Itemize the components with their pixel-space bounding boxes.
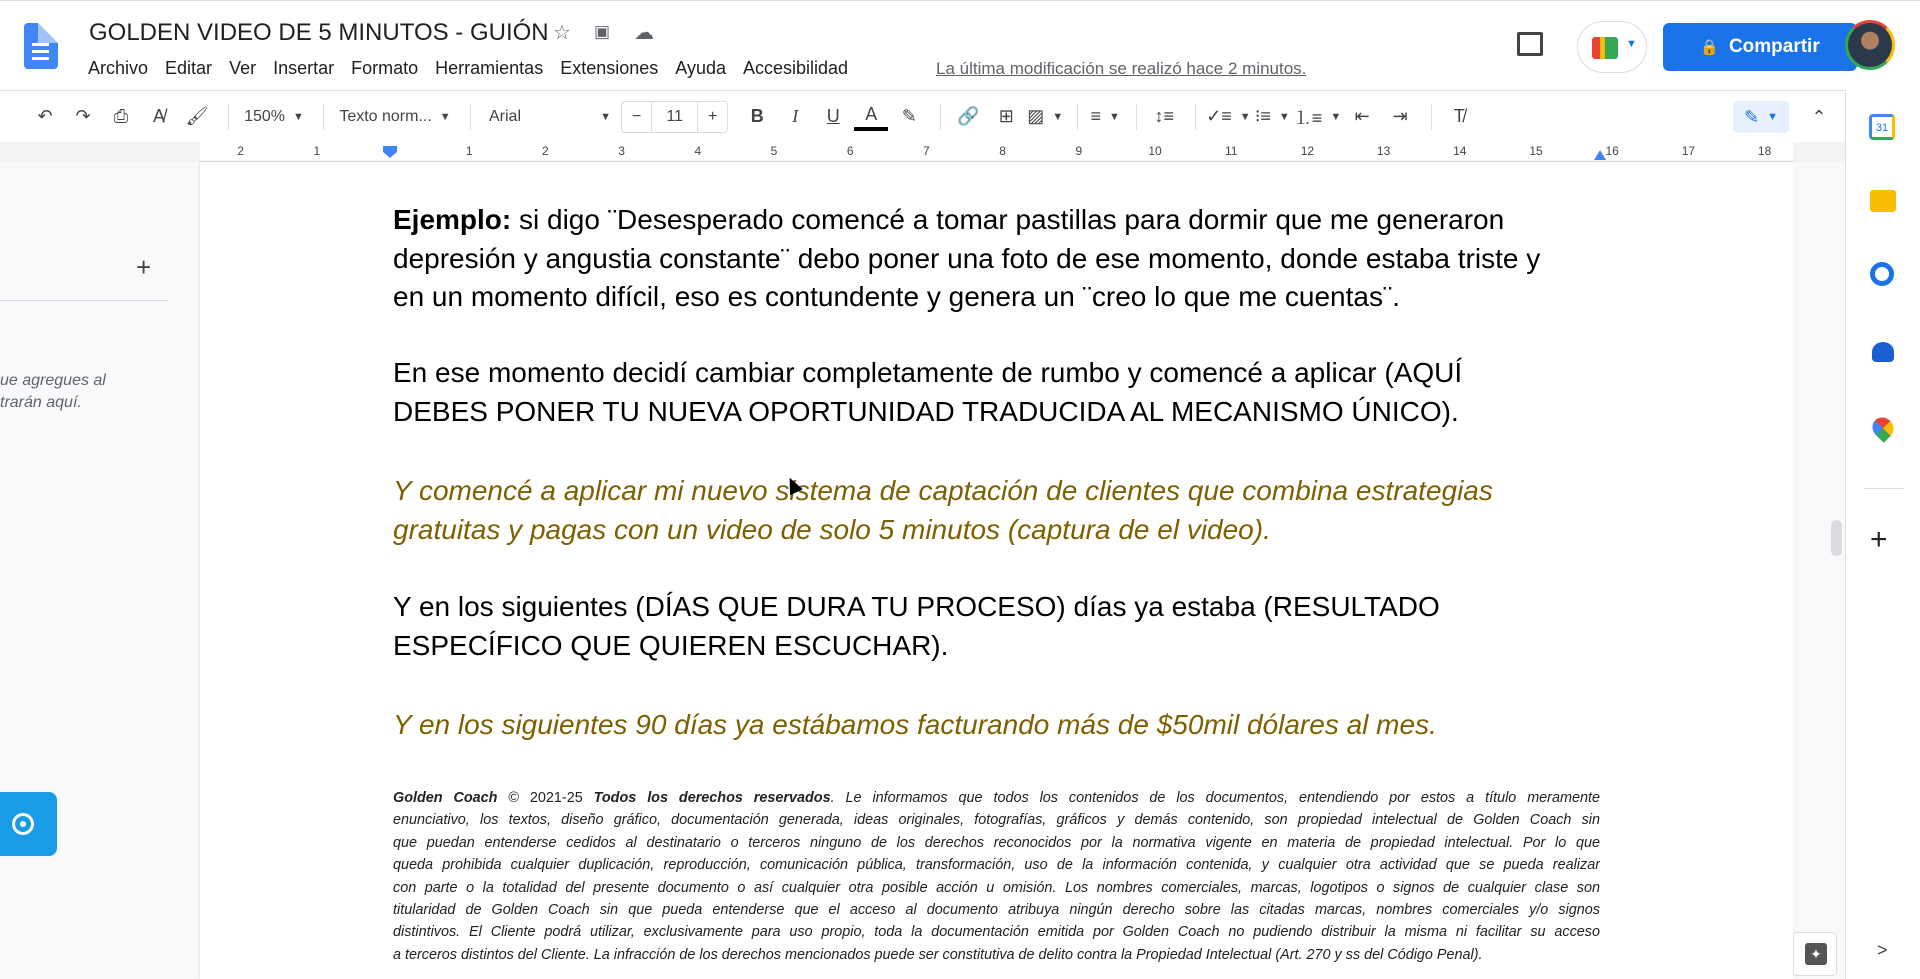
divider bbox=[1077, 104, 1078, 130]
font-value: Arial bbox=[489, 107, 522, 125]
menu-bar bbox=[88, 58, 865, 79]
cloud-status-icon[interactable]: ☁ bbox=[634, 22, 654, 44]
divider bbox=[323, 104, 324, 130]
link-icon[interactable]: 🔗 bbox=[957, 106, 980, 126]
font-size-input[interactable]: 11 bbox=[651, 102, 698, 132]
text-line: DEBES PONER TU NUEVA OPORTUNIDAD TRADUCIDA AL MECANISMO ÚNICO). bbox=[393, 395, 1459, 427]
add-summary-button[interactable]: + bbox=[136, 252, 152, 282]
paint-format-icon[interactable]: 🖌 bbox=[185, 106, 209, 126]
meet-button[interactable] bbox=[1577, 21, 1647, 73]
ruler-tick-label: 2 bbox=[542, 144, 549, 158]
explore-icon: ✦ bbox=[1805, 943, 1827, 965]
footer-brand: Golden Coach bbox=[393, 790, 498, 806]
menu-extensiones[interactable]: Extensiones bbox=[560, 58, 659, 78]
divider bbox=[940, 104, 941, 130]
italic-button[interactable]: I bbox=[792, 106, 799, 126]
divider bbox=[0, 300, 168, 301]
editing-mode-button[interactable]: ✎ ▼ bbox=[1733, 101, 1789, 133]
increase-font-size-button[interactable]: + bbox=[707, 107, 718, 125]
hint-line: ue agregues al bbox=[0, 372, 106, 389]
explore-button[interactable] bbox=[1793, 932, 1837, 976]
print-icon[interactable]: ⎙ bbox=[113, 106, 129, 126]
ruler-tick-label: 3 bbox=[618, 144, 625, 158]
divider bbox=[1195, 104, 1196, 130]
footer-rights: Todos los derechos reservados bbox=[593, 790, 831, 806]
menu-herramientas[interactable]: Herramientas bbox=[435, 58, 544, 78]
ruler-tick-label: 1 bbox=[465, 144, 473, 158]
docs-logo-icon[interactable] bbox=[24, 23, 58, 69]
decrease-indent-icon[interactable]: ⇤ bbox=[1354, 106, 1370, 126]
lock-icon: 🔒 bbox=[1700, 39, 1719, 56]
divider bbox=[1864, 488, 1904, 489]
scrollbar-thumb[interactable] bbox=[1831, 520, 1842, 556]
ruler-tick-label: 16 bbox=[1605, 144, 1619, 158]
add-addon-button[interactable]: + bbox=[1870, 523, 1888, 556]
avatar[interactable] bbox=[1845, 20, 1895, 70]
footer-copyright: © 2021-25 bbox=[497, 790, 594, 806]
zoom-value: 150% bbox=[244, 107, 286, 125]
floating-record-button[interactable] bbox=[0, 792, 57, 856]
divider bbox=[1431, 104, 1432, 130]
ruler-tick-label: 6 bbox=[846, 144, 854, 158]
increase-indent-icon[interactable]: ⇥ bbox=[1392, 106, 1408, 126]
title-bar bbox=[0, 0, 1920, 90]
paragraph-process[interactable] bbox=[393, 588, 1440, 665]
ruler-tick-label: 1 bbox=[313, 144, 321, 158]
ruler-tick-label: 10 bbox=[1148, 144, 1162, 158]
comments-icon[interactable] bbox=[1517, 32, 1543, 56]
font-size-stepper bbox=[621, 101, 728, 133]
text-line: Y en los siguientes 90 días ya estábamos facturando más de $50mil dólares al mes. bbox=[393, 709, 1437, 740]
redo-icon[interactable]: ↷ bbox=[75, 106, 91, 126]
contacts-icon[interactable] bbox=[1872, 342, 1894, 362]
hint-line: trarán aquí. bbox=[0, 394, 82, 411]
share-label: Compartir bbox=[1728, 36, 1820, 57]
tasks-icon[interactable] bbox=[1870, 262, 1894, 286]
ruler-margin bbox=[1793, 142, 1845, 162]
footer-line: a terceros distintos del Cliente. La infracción de los derechos mencionados puede ser constitutiva de delito contra la Propiedad Intelectual (Art. 270 y ss del Código Penal). bbox=[393, 946, 1483, 963]
ruler-tick-label: 8 bbox=[999, 144, 1006, 158]
highlight-icon[interactable]: ✎ bbox=[901, 106, 917, 126]
text-line: En ese momento decidí cambiar completamente de rumbo y comencé a aplicar (AQUÍ bbox=[393, 357, 1463, 388]
divider bbox=[470, 104, 471, 130]
calendar-icon[interactable] bbox=[1869, 114, 1895, 140]
undo-icon[interactable]: ↶ bbox=[37, 106, 53, 126]
footer-line: enunciativo, los textos, diseño gráfico, documentación generada, ideas originales, fotografías, gráficos y demás contenido, son propiedad intelectual de Golden Coach sin bbox=[393, 812, 1600, 829]
text-line: depresión y angustia constante¨ debo poner una foto de ese momento, donde estaba triste y bbox=[393, 242, 1541, 274]
paragraph-result[interactable] bbox=[393, 706, 1437, 745]
line-spacing-icon[interactable]: ↕≡ bbox=[1154, 106, 1174, 126]
menu-editar[interactable]: Editar bbox=[165, 58, 213, 78]
ruler-tick-label: 14 bbox=[1453, 144, 1467, 158]
menu-accesibilidad[interactable]: Accesibilidad bbox=[742, 58, 849, 78]
side-panel bbox=[1845, 90, 1920, 979]
ruler-margin bbox=[0, 142, 200, 162]
ruler[interactable] bbox=[200, 142, 1793, 162]
menu-ayuda[interactable]: Ayuda bbox=[675, 58, 726, 78]
chevron-down-icon: ▼ bbox=[1626, 38, 1637, 50]
clear-formatting-icon[interactable]: T̸ bbox=[1453, 106, 1465, 126]
ruler-tick-label: 17 bbox=[1681, 144, 1696, 158]
menu-ver[interactable]: Ver bbox=[229, 58, 257, 78]
numbered-list-icon[interactable]: ⒈≡ ▼ bbox=[1293, 107, 1342, 128]
insert-image-icon[interactable]: ▨ ▼ bbox=[1027, 106, 1064, 126]
spellcheck-icon[interactable]: A̸ bbox=[152, 106, 165, 126]
bold-button[interactable]: B bbox=[750, 106, 764, 126]
text-line: gratuitas y pagas con un video de solo 5 minutos (captura de el video). bbox=[393, 513, 1271, 545]
bullet-list-icon[interactable]: ⁝≡ ▼ bbox=[1254, 106, 1290, 126]
underline-button[interactable]: U bbox=[826, 106, 840, 126]
divider bbox=[1136, 104, 1137, 130]
expand-panel-button[interactable]: > bbox=[1877, 940, 1888, 960]
ruler-tick-label: 9 bbox=[1075, 144, 1083, 158]
menu-archivo[interactable]: Archivo bbox=[88, 58, 149, 78]
move-folder-icon[interactable]: ▣ bbox=[594, 22, 611, 41]
divider bbox=[228, 104, 229, 130]
align-icon[interactable]: ≡ ▼ bbox=[1090, 106, 1120, 126]
footer-line: titularidad de Golden Coach sin que pueda entenderse que el acceso al documento atribuya ningún derecho sobre las citadas marcas, nombres comerciales y/o signos bbox=[393, 902, 1600, 919]
footer-line: distintivos. El Cliente podrá utilizar, exclusivamente para uso propio, toda la documentación emitida por Golden Coach no pudiendo distribuir la misma ni facilitar su acceso bbox=[393, 924, 1600, 941]
decrease-font-size-button[interactable]: − bbox=[632, 107, 642, 125]
ruler-tick-label: 4 bbox=[694, 144, 702, 158]
ruler-tick-label: 7 bbox=[923, 144, 930, 158]
text-line: ESPECÍFICO QUE QUIEREN ESCUCHAR). bbox=[393, 629, 949, 661]
zoom-select[interactable]: 150% ▼ bbox=[244, 107, 304, 125]
keep-icon[interactable] bbox=[1870, 190, 1896, 212]
font-select[interactable]: Arial ▼ bbox=[489, 107, 611, 125]
footer-line: con parte o la totalidad del presente documento o así cualquier otra posible acción u omisión. Los nombres comerciales, marcas, logotipos o signos de cualquier clase son bbox=[393, 879, 1600, 896]
document-footer[interactable] bbox=[393, 787, 1600, 966]
maps-icon[interactable] bbox=[1868, 413, 1898, 443]
ruler-tick-label: 2 bbox=[237, 144, 244, 158]
toolbar bbox=[0, 90, 1845, 142]
last-modified-link[interactable]: La última modificación se realizó hace 2 minutos. bbox=[936, 59, 1307, 78]
paragraph-system[interactable] bbox=[393, 472, 1493, 549]
bold-label: Ejemplo: bbox=[393, 204, 512, 235]
menu-insertar[interactable]: Insertar bbox=[273, 58, 335, 78]
text-line: Y en los siguientes (DÍAS QUE DURA TU PROCESO) días ya estaba (RESULTADO bbox=[393, 591, 1440, 622]
menu-formato[interactable]: Formato bbox=[351, 58, 419, 78]
meet-icon bbox=[1592, 37, 1618, 59]
checklist-icon[interactable]: ✓≡ ▼ bbox=[1206, 106, 1251, 126]
scroll-gutter bbox=[1793, 162, 1845, 979]
paragraph-example[interactable] bbox=[393, 201, 1540, 317]
collapse-menus-icon[interactable]: ⌃ bbox=[1811, 106, 1827, 127]
ruler-tick-label: 13 bbox=[1376, 144, 1391, 158]
text-line: en un momento difícil, eso es contundente y genera un ¨creo lo que me cuentas¨. bbox=[393, 281, 1401, 313]
style-value: Texto norm... bbox=[339, 107, 432, 125]
star-icon[interactable]: ☆ bbox=[553, 22, 571, 44]
calendar-day: 31 bbox=[1875, 122, 1889, 134]
footer-line: que puedan entenderse cedidos al destinatario o terceros ninguno de los derechos reconocidos por la normativa vigente en materia de propiedad intelectual. Por lo que bbox=[393, 834, 1600, 851]
footer-line: queda prohibida cualquier duplicación, reproducción, comunicación pública, transformación, uso de la información contenida, y cualquier otra actividad que se pueda realizar bbox=[393, 857, 1600, 874]
footer-line: . Le informamos que todos los contenidos de los documentos, entendiendo por estos a título meramente bbox=[830, 790, 1600, 806]
add-comment-icon[interactable]: ⊞ bbox=[998, 106, 1014, 126]
text-line: si digo ¨Desesperado comencé a tomar pastillas para dormir que me generaron bbox=[511, 204, 1505, 235]
outline-panel bbox=[0, 162, 200, 979]
ruler-tick-label: 18 bbox=[1757, 144, 1772, 158]
document-title[interactable]: GOLDEN VIDEO DE 5 MINUTOS - GUIÓN bbox=[89, 19, 549, 46]
style-select[interactable]: Texto norm... ▼ bbox=[339, 107, 451, 125]
ruler-tick-label: 11 bbox=[1224, 144, 1238, 158]
record-icon bbox=[12, 813, 34, 835]
text-line: Y comencé a aplicar mi nuevo sistema de captación de clientes que combina estrategias bbox=[393, 475, 1493, 506]
share-button[interactable] bbox=[1663, 23, 1857, 71]
paragraph-change[interactable] bbox=[393, 354, 1462, 431]
text-color-button[interactable]: A bbox=[854, 103, 888, 131]
ruler-tick-label: 5 bbox=[770, 144, 778, 158]
ruler-tick-label: 12 bbox=[1300, 144, 1315, 158]
ruler-tick-label: 15 bbox=[1529, 144, 1543, 158]
outline-hint bbox=[0, 370, 106, 414]
